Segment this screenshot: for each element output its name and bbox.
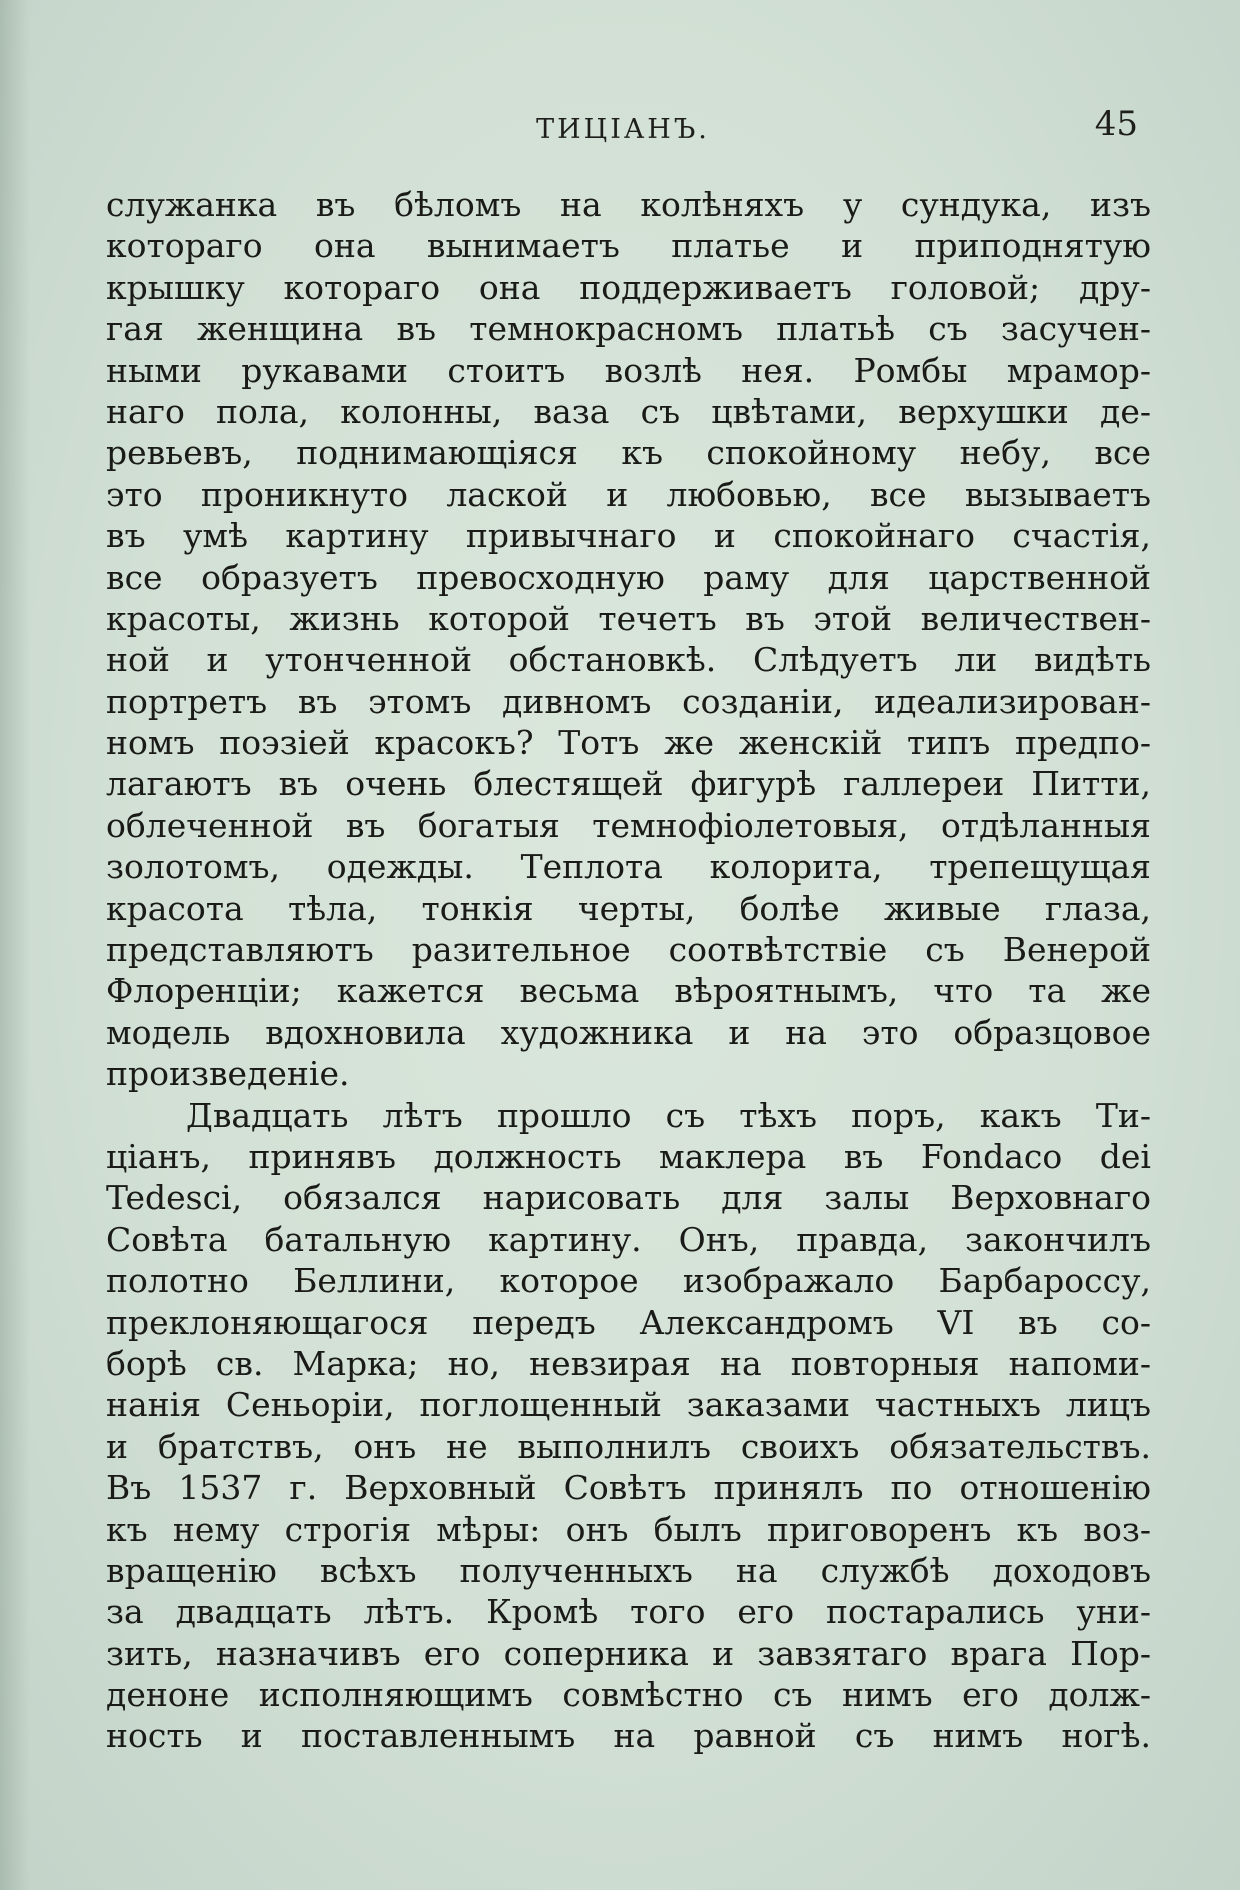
text-line: вращенію всѣхъ полученныхъ на службѣ доходовъ (106, 1550, 1151, 1590)
text-line: красоты, жизнь которой течетъ въ этой величествен- (106, 598, 1151, 638)
text-line: крышку котораго она поддерживаетъ головой; дру- (106, 267, 1151, 307)
text-line: къ нему строгія мѣры: онъ былъ приговоренъ къ воз- (106, 1509, 1151, 1549)
text-line: все образуетъ превосходную раму для царственной (106, 557, 1151, 597)
text-line: за двадцать лѣтъ. Кромѣ того его постарались уни- (106, 1592, 1151, 1632)
text-line: въ умѣ картину привычнаго и спокойнаго счастія, (106, 516, 1151, 556)
text-line: ность и поставленнымъ на равной съ нимъ ногѣ. (106, 1716, 1151, 1756)
text-line: произведеніе. (106, 1054, 350, 1094)
text-line: котораго она вынимаетъ платье и приподнятую (106, 226, 1151, 266)
text-line: красота тѣла, тонкія черты, болѣе живые глаза, (106, 888, 1151, 928)
text-line: портретъ въ этомъ дивномъ созданіи, идеализирован- (106, 681, 1151, 721)
text-line: нанія Сеньоріи, поглощенный заказами частныхъ лицъ (106, 1385, 1151, 1425)
text-line: Совѣта батальную картину. Онъ, правда, закончилъ (106, 1219, 1151, 1259)
text-line: номъ поэзіей красокъ? Тотъ же женскій типъ предпо- (106, 723, 1151, 763)
body-text (106, 184, 1151, 1757)
running-title: ТИЦІАНЪ. (536, 114, 710, 145)
text-line: ціанъ, принявъ должность маклера въ Fondaco dei (106, 1136, 1151, 1176)
text-line: зить, назначивъ его соперника и завзятаго врага Пор- (106, 1633, 1151, 1673)
text-line: служанка въ бѣломъ на колѣняхъ у сундука, изъ (106, 185, 1151, 224)
text-line: представляютъ разительное соотвѣтствіе съ Венерой (106, 930, 1151, 970)
text-line: ными рукавами стоитъ возлѣ нея. Ромбы мрамор- (106, 350, 1151, 390)
text-line: Двадцать лѣтъ прошло съ тѣхъ поръ, какъ Ти- (186, 1095, 1151, 1135)
text-line: наго пола, колонны, ваза съ цвѣтами, верхушки де- (106, 391, 1151, 431)
text-line: полотно Беллини, которое изображало Барбароссу, (106, 1261, 1151, 1301)
text-line: золотомъ, одежды. Теплота колорита, трепещущая (106, 847, 1151, 887)
text-line: преклоняющагося передъ Александромъ VI въ со- (106, 1302, 1151, 1342)
text-line: Tedesci, обязался нарисовать для залы Верховнаго (106, 1178, 1151, 1218)
text-line: и братствъ, онъ не выполнилъ своихъ обязательствъ. (106, 1426, 1151, 1466)
spine-shadow (0, 0, 30, 1890)
text-line: Флоренціи; кажется весьма вѣроятнымъ, что та же (106, 971, 1151, 1011)
text-line: лагаютъ въ очень блестящей фигурѣ галлереи Питти, (106, 764, 1151, 804)
page-header (108, 104, 1138, 154)
text-line: это проникнуто лаской и любовью, все вызываетъ (106, 474, 1151, 514)
text-line: ной и утонченной обстановкѣ. Слѣдуетъ ли видѣть (106, 640, 1151, 680)
text-line: деноне исполняющимъ совмѣстно съ нимъ его долж- (106, 1675, 1151, 1715)
text-line: ревьевъ, поднимающіяся къ спокойному небу, все (106, 433, 1151, 473)
text-line: модель вдохновила художника и на это образцовое (106, 1012, 1151, 1052)
text-line: гая женщина въ темнокрасномъ платьѣ съ засучен- (106, 309, 1151, 349)
text-line: борѣ св. Марка; но, невзирая на повторныя напоми- (106, 1343, 1151, 1383)
text-line: Въ 1537 г. Верховный Совѣтъ принялъ по отношенію (106, 1468, 1151, 1508)
page-number: 45 (1094, 104, 1138, 144)
text-line: облеченной въ богатыя темнофіолетовыя, отдѣланныя (106, 805, 1151, 845)
